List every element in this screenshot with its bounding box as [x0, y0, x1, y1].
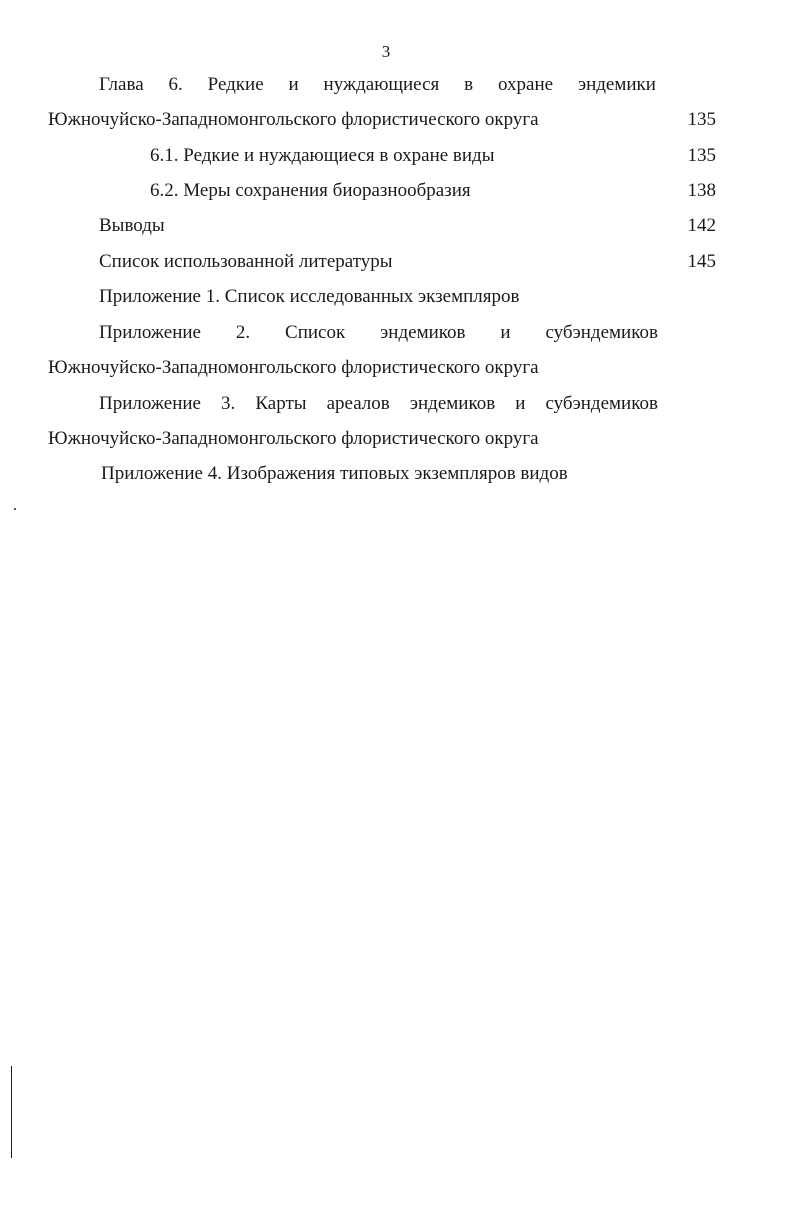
word: Карты [255, 393, 307, 414]
word: субэндемиков [545, 322, 658, 343]
toc-entry-label: Список использованной литературы [99, 251, 393, 272]
word: 2. [235, 322, 251, 343]
word: в [464, 74, 474, 95]
page-number: 3 [381, 42, 391, 61]
word: нуждающиеся [323, 74, 440, 95]
word: и [515, 393, 526, 414]
toc-entry-appendix-3-line-1 [99, 392, 658, 416]
word: охране [498, 74, 554, 95]
toc-entry-label: Приложение 4. Изображения типовых экземпляров видов [101, 463, 568, 484]
word: и [500, 322, 511, 343]
word: Список [285, 322, 346, 343]
toc-entry-chapter-6-line-1 [99, 73, 656, 97]
word: Редкие [207, 74, 264, 95]
word: Глава [99, 74, 144, 95]
word: Приложение [99, 322, 201, 343]
toc-entry-appendix-2-line-1 [99, 321, 658, 345]
toc-entry-chapter-6-line-2: Южночуйско-Западномонгольского флористического округа [48, 109, 539, 130]
toc-entry-appendix-3-line-2: Южночуйско-Западномонгольского флористического округа [48, 428, 539, 449]
scan-artifact-margin-line [11, 1066, 12, 1158]
toc-entry-label: 6.1. Редкие и нуждающиеся в охране виды [150, 145, 495, 166]
toc-page-number: 145 [687, 251, 716, 272]
word: и [288, 74, 299, 95]
toc-entry-label: 6.2. Меры сохранения биоразнообразия [150, 180, 471, 201]
toc-page-number: 135 [687, 109, 716, 130]
word: эндемики [577, 74, 656, 95]
toc-entry-appendix-2-line-2: Южночуйско-Западномонгольского флористического округа [48, 357, 539, 378]
word: Приложение [99, 393, 201, 414]
word: ареалов [326, 393, 390, 414]
word: субэндемиков [545, 393, 658, 414]
toc-page-number: 142 [687, 215, 716, 236]
scan-artifact-dot [14, 508, 16, 510]
toc-page-number: 138 [687, 180, 716, 201]
toc-entry-label: Выводы [99, 215, 165, 236]
word: 3. [221, 393, 236, 414]
toc-page-number: 135 [687, 145, 716, 166]
toc-entry-label: Приложение 1. Список исследованных экземпляров [99, 286, 520, 307]
word: эндемиков [409, 393, 496, 414]
word: 6. [168, 74, 183, 95]
word: эндемиков [380, 322, 466, 343]
